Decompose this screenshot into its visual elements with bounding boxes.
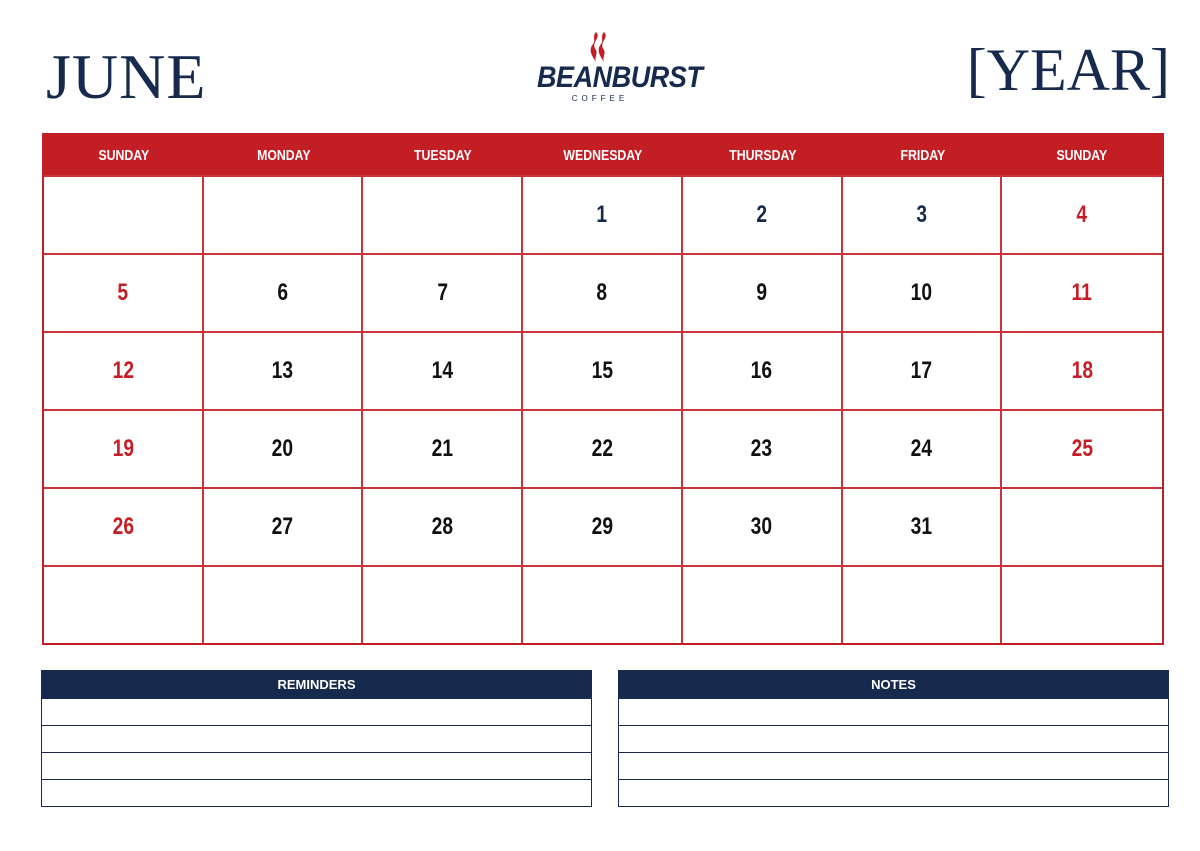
day-cell[interactable] bbox=[523, 487, 683, 565]
day-cell[interactable] bbox=[683, 409, 843, 487]
day-number: 28 bbox=[431, 513, 453, 540]
day-number: 16 bbox=[751, 357, 773, 384]
calendar-grid bbox=[42, 133, 1164, 645]
day-cell[interactable] bbox=[523, 409, 683, 487]
day-number: 27 bbox=[271, 513, 294, 540]
note-line[interactable] bbox=[619, 752, 1168, 779]
day-cell[interactable] bbox=[204, 253, 364, 331]
day-cell[interactable] bbox=[204, 331, 364, 409]
day-cell[interactable] bbox=[1002, 331, 1162, 409]
day-cell[interactable] bbox=[683, 487, 843, 565]
weekday-label: WEDNESDAY bbox=[563, 147, 643, 164]
reminder-line[interactable] bbox=[42, 752, 591, 779]
day-number: 24 bbox=[910, 435, 933, 462]
day-number: 31 bbox=[910, 513, 933, 540]
reminder-line[interactable] bbox=[42, 779, 591, 806]
day-number: 4 bbox=[1076, 201, 1088, 228]
note-line[interactable] bbox=[619, 698, 1168, 725]
day-number: 18 bbox=[1071, 357, 1093, 384]
day-cell[interactable] bbox=[363, 253, 523, 331]
day-number: 12 bbox=[112, 357, 134, 384]
weekday-header bbox=[44, 135, 1162, 175]
reminders-panel bbox=[41, 670, 592, 807]
day-number: 29 bbox=[591, 513, 613, 540]
day-number: 5 bbox=[117, 279, 129, 306]
reminder-line[interactable] bbox=[42, 698, 591, 725]
day-cell[interactable] bbox=[843, 409, 1003, 487]
weekday-label: THURSDAY bbox=[729, 147, 797, 164]
day-cell[interactable] bbox=[683, 331, 843, 409]
weekday-label: TUESDAY bbox=[414, 147, 473, 164]
day-number: 17 bbox=[910, 357, 933, 384]
day-cell[interactable] bbox=[523, 253, 683, 331]
day-cell[interactable] bbox=[204, 409, 364, 487]
day-cells bbox=[44, 175, 1162, 643]
day-cell[interactable] bbox=[204, 487, 364, 565]
day-number: 13 bbox=[271, 357, 294, 384]
day-number: 26 bbox=[112, 513, 134, 540]
day-cell[interactable] bbox=[363, 487, 523, 565]
logo-subtitle: COFFEE bbox=[571, 94, 629, 103]
day-number: 6 bbox=[277, 279, 288, 306]
note-line[interactable] bbox=[619, 779, 1168, 806]
day-number: 15 bbox=[591, 357, 613, 384]
day-cell[interactable] bbox=[843, 331, 1003, 409]
day-number: 9 bbox=[756, 279, 768, 306]
day-cell[interactable] bbox=[44, 565, 204, 643]
notes-panel bbox=[618, 670, 1169, 807]
day-cell[interactable] bbox=[204, 565, 364, 643]
day-cell[interactable] bbox=[523, 331, 683, 409]
reminders-title: REMINDERS bbox=[42, 671, 591, 698]
weekday-label: FRIDAY bbox=[900, 147, 945, 164]
day-cell[interactable] bbox=[363, 565, 523, 643]
day-cell[interactable] bbox=[204, 175, 364, 253]
day-cell[interactable] bbox=[683, 565, 843, 643]
day-number: 25 bbox=[1071, 435, 1093, 462]
day-cell[interactable] bbox=[363, 409, 523, 487]
day-cell[interactable] bbox=[363, 331, 523, 409]
year-title: [YEAR] bbox=[966, 37, 1170, 103]
day-cell[interactable] bbox=[1002, 487, 1162, 565]
month-title: JUNE bbox=[46, 41, 207, 112]
day-cell[interactable] bbox=[44, 487, 204, 565]
day-number: 14 bbox=[431, 357, 453, 384]
note-line[interactable] bbox=[619, 725, 1168, 752]
day-number: 11 bbox=[1071, 279, 1093, 306]
day-cell[interactable] bbox=[843, 565, 1003, 643]
day-cell[interactable] bbox=[843, 487, 1003, 565]
notes-title: NOTES bbox=[619, 671, 1168, 698]
brand-logo bbox=[530, 30, 703, 103]
day-cell[interactable] bbox=[363, 175, 523, 253]
day-number: 21 bbox=[431, 435, 453, 462]
day-cell[interactable] bbox=[1002, 175, 1162, 253]
steam-icon bbox=[588, 30, 612, 64]
day-cell[interactable] bbox=[843, 175, 1003, 253]
day-cell[interactable] bbox=[44, 331, 204, 409]
day-cell[interactable] bbox=[1002, 409, 1162, 487]
day-number: 30 bbox=[751, 513, 773, 540]
day-cell[interactable] bbox=[683, 253, 843, 331]
day-cell[interactable] bbox=[44, 175, 204, 253]
day-number: 23 bbox=[751, 435, 773, 462]
day-cell[interactable] bbox=[683, 175, 843, 253]
day-cell[interactable] bbox=[44, 409, 204, 487]
day-cell[interactable] bbox=[843, 253, 1003, 331]
day-cell[interactable] bbox=[523, 175, 683, 253]
day-cell[interactable] bbox=[1002, 253, 1162, 331]
weekday-label: SUNDAY bbox=[1056, 147, 1108, 164]
day-number: 22 bbox=[591, 435, 613, 462]
logo-name: BEANBURST bbox=[537, 61, 703, 94]
day-number: 8 bbox=[596, 279, 608, 306]
day-cell[interactable] bbox=[523, 565, 683, 643]
reminder-line[interactable] bbox=[42, 725, 591, 752]
day-cell[interactable] bbox=[1002, 565, 1162, 643]
weekday-label: MONDAY bbox=[256, 147, 311, 164]
day-cell[interactable] bbox=[44, 253, 204, 331]
day-number: 1 bbox=[596, 201, 608, 228]
day-number: 7 bbox=[436, 279, 448, 306]
weekday-label: SUNDAY bbox=[98, 147, 150, 164]
day-number: 20 bbox=[271, 435, 294, 462]
day-number: 2 bbox=[756, 201, 768, 228]
day-number: 19 bbox=[112, 435, 134, 462]
day-number: 10 bbox=[910, 279, 933, 306]
day-number: 3 bbox=[916, 201, 927, 228]
